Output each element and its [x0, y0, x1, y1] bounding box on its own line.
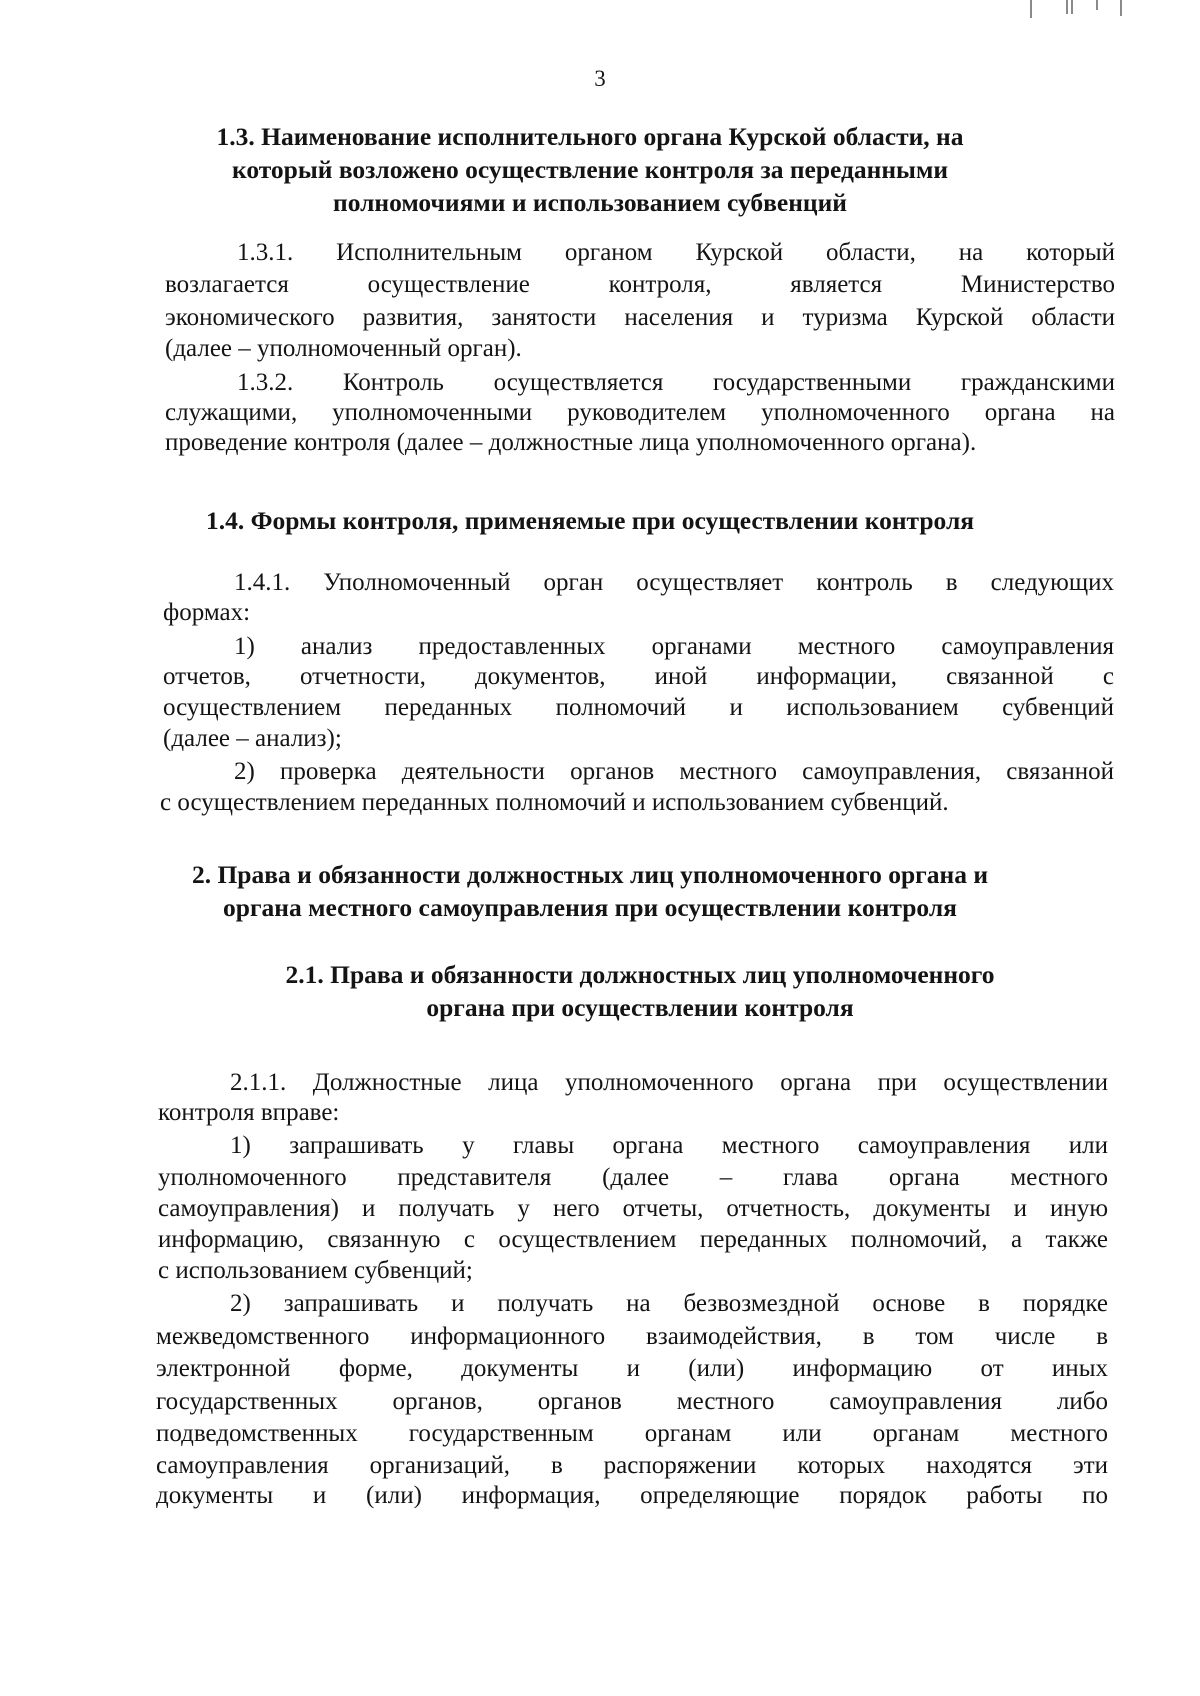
list-item-line: документы и (или) информация, определяющие порядок работы по — [156, 1482, 1108, 1509]
paragraph-line: 2.1.1. Должностные лица уполномоченного органа при осуществлении — [230, 1069, 1108, 1096]
paragraph-line: возлагается осуществление контроля, является Министерство — [165, 271, 1115, 298]
list-item-line: подведомственных государственным органам или органам местного — [156, 1420, 1108, 1447]
scan-mark — [1120, 0, 1122, 16]
list-item-line: информацию, связанную с осуществлением переданных полномочий, а также — [158, 1226, 1108, 1253]
paragraph-line: 1.4.1. Уполномоченный орган осуществляет контроль в следующих — [234, 569, 1114, 596]
list-item-line: 2) проверка деятельности органов местного самоуправления, связанной — [234, 758, 1114, 785]
page-number: 3 — [594, 66, 606, 91]
heading-line: органа местного самоуправления при осуществлении контроля — [223, 893, 957, 922]
list-item-line: 1) запрашивать у главы органа местного самоуправления или — [230, 1132, 1108, 1159]
list-item-line: отчетов, отчетности, документов, иной информации, связанной с — [163, 663, 1114, 690]
scan-mark — [1096, 0, 1098, 10]
list-item-line: межведомственного информационного взаимодействия, в том числе в — [156, 1323, 1108, 1350]
heading-2 — [150, 858, 1030, 924]
list-item-line: 1) анализ предоставленных органами местного самоуправления — [234, 633, 1114, 660]
scan-mark — [1071, 0, 1073, 14]
heading-line: 2.1. Права и обязанности должностных лиц уполномоченного — [285, 960, 995, 989]
list-item-line: государственных органов, органов местного самоуправления либо — [156, 1388, 1108, 1415]
paragraph-line: формах: — [163, 599, 251, 626]
scan-edge-marks — [0, 0, 1200, 30]
heading-line: 1.4. Формы контроля, применяемые при осуществлении контроля — [205, 506, 975, 535]
heading-line: 1.3. Наименование исполнительного органа Курской области, на — [216, 122, 964, 151]
paragraph-line: экономического развития, занятости населения и туризма Курской области — [165, 304, 1115, 331]
list-item-line: осуществлением переданных полномочий и использованием субвенций — [163, 694, 1114, 721]
paragraph-line: проведение контроля (далее – должностные лица уполномоченного органа). — [165, 429, 977, 456]
heading-line: полномочиями и использованием субвенций — [333, 188, 847, 217]
paragraph-line: 1.3.2. Контроль осуществляется государственными гражданскими — [237, 369, 1115, 396]
list-item-line: электронной форме, документы и (или) информацию от иных — [156, 1355, 1108, 1382]
list-item-line: уполномоченного представителя (далее – глава органа местного — [158, 1164, 1108, 1191]
list-item-line: с осуществлением переданных полномочий и использованием субвенций. — [160, 789, 949, 816]
heading-2-1 — [200, 958, 1080, 1024]
paragraph-line: контроля вправе: — [158, 1099, 340, 1126]
scan-mark — [1030, 0, 1032, 18]
heading-1-3 — [150, 120, 1030, 219]
list-item-line: 2) запрашивать и получать на безвозмездной основе в порядке — [230, 1290, 1108, 1317]
paragraph-line: 1.3.1. Исполнительным органом Курской области, на который — [237, 239, 1115, 266]
paragraph-line: (далее – уполномоченный орган). — [165, 335, 522, 362]
heading-line: который возложено осуществление контроля за переданными — [231, 155, 949, 184]
heading-1-4 — [150, 504, 1030, 537]
heading-line: органа при осуществлении контроля — [426, 993, 854, 1022]
list-item-line: с использованием субвенций; — [158, 1257, 473, 1284]
list-item-line: самоуправления организаций, в распоряжении которых находятся эти — [156, 1452, 1108, 1479]
list-item-line: самоуправления) и получать у него отчеты, отчетность, документы и иную — [158, 1195, 1108, 1222]
heading-line: 2. Права и обязанности должностных лиц уполномоченного органа и — [191, 860, 989, 889]
paragraph-line: служащими, уполномоченными руководителем уполномоченного органа на — [165, 399, 1115, 426]
list-item-line: (далее – анализ); — [163, 725, 342, 752]
scan-mark — [1066, 0, 1068, 14]
